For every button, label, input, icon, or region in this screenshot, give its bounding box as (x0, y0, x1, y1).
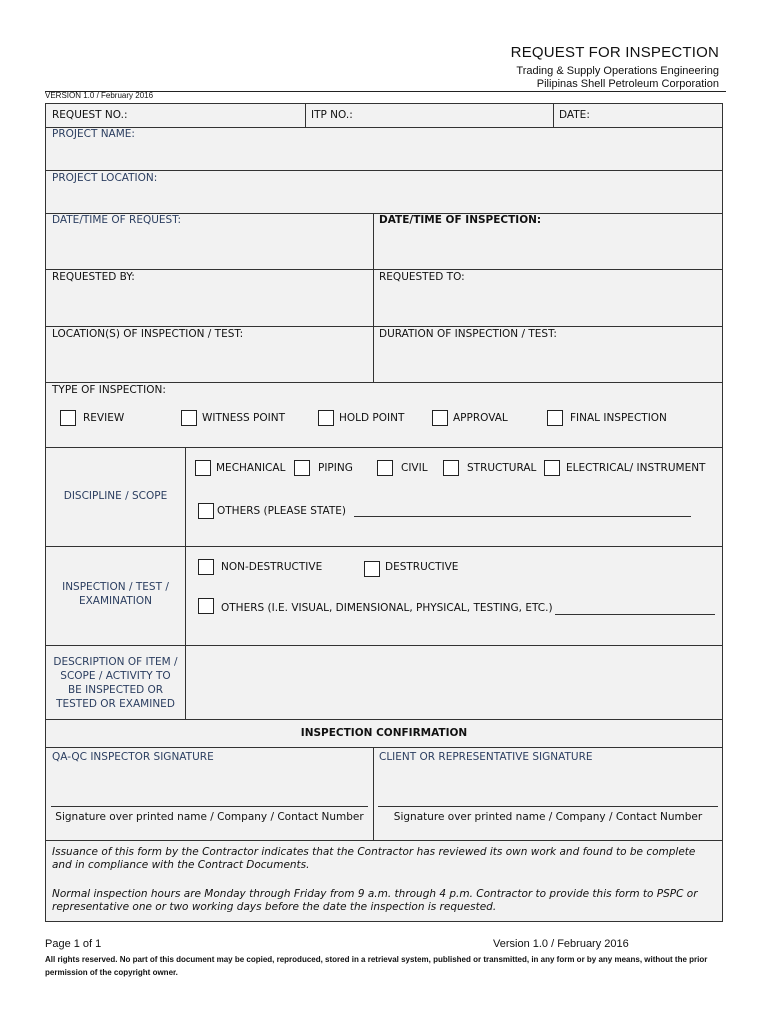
others-inspection-checkbox[interactable] (198, 598, 214, 614)
civil-label: CIVIL (401, 462, 428, 474)
header-divider (45, 91, 726, 92)
destructive-checkbox[interactable] (364, 561, 380, 577)
note-hours: Normal inspection hours are Monday through Friday from 9 a.m. through 4 p.m. Contractor to provide this form to PSPC or representative one or two working days before the date the inspection is requested. (52, 888, 698, 913)
divider (46, 645, 722, 646)
divider (46, 170, 722, 171)
footer-version: Version 1.0 / February 2016 (493, 938, 629, 950)
others-inspection-label: OTHERS (I.E. VISUAL, DIMENSIONAL, PHYSICAL, TESTING, ETC.) (221, 602, 553, 614)
hold-point-checkbox[interactable] (318, 410, 334, 426)
divider (553, 104, 554, 127)
description-label-line1: DESCRIPTION OF ITEM / (53, 656, 178, 668)
locations-field[interactable]: LOCATION(S) OF INSPECTION / TEST: (52, 328, 244, 340)
date-field[interactable]: DATE: (559, 109, 590, 121)
divider (373, 747, 374, 840)
inspection-test-label (46, 580, 185, 608)
divider (46, 840, 722, 841)
divider (305, 104, 306, 127)
non-destructive-label: NON-DESTRUCTIVE (221, 561, 323, 573)
divider (373, 213, 374, 382)
electrical-instrument-label: ELECTRICAL/ INSTRUMENT (566, 462, 706, 474)
mechanical-checkbox[interactable] (195, 460, 211, 476)
final-inspection-label: FINAL INSPECTION (570, 412, 667, 424)
divider (46, 326, 722, 327)
divider (46, 127, 722, 128)
mechanical-label: MECHANICAL (216, 462, 286, 474)
requested-by-field[interactable]: REQUESTED BY: (52, 271, 135, 283)
others-discipline-input[interactable] (354, 516, 691, 517)
review-label: REVIEW (83, 412, 125, 424)
description-label-line3: BE INSPECTED OR (67, 684, 164, 696)
project-location-field[interactable]: PROJECT LOCATION: (52, 172, 158, 184)
form-title: REQUEST FOR INSPECTION (510, 44, 719, 61)
request-no-field[interactable]: REQUEST NO.: (52, 109, 128, 121)
hold-point-label: HOLD POINT (339, 412, 405, 424)
qa-signature-label: QA-QC INSPECTOR SIGNATURE (52, 751, 214, 763)
others-inspection-input[interactable] (555, 614, 715, 615)
approval-label: APPROVAL (453, 412, 508, 424)
department-name: Trading & Supply Operations Engineering (516, 65, 719, 77)
final-inspection-checkbox[interactable] (547, 410, 563, 426)
qa-signature-line[interactable] (51, 806, 368, 807)
witness-point-label: WITNESS POINT (202, 412, 286, 424)
others-discipline-label: OTHERS (PLEASE STATE) (217, 505, 347, 517)
structural-checkbox[interactable] (443, 460, 459, 476)
civil-checkbox[interactable] (377, 460, 393, 476)
inspection-test-label-line2: EXAMINATION (78, 595, 153, 607)
company-name: Pilipinas Shell Petroleum Corporation (536, 78, 719, 90)
type-of-inspection-label: TYPE OF INSPECTION: (52, 384, 166, 396)
divider (46, 382, 722, 383)
others-discipline-checkbox[interactable] (198, 503, 214, 519)
divider (46, 747, 722, 748)
divider (46, 719, 722, 720)
confirmation-title: INSPECTION CONFIRMATION (300, 727, 468, 739)
page-number: Page 1 of 1 (45, 938, 102, 950)
witness-point-checkbox[interactable] (181, 410, 197, 426)
qa-signature-caption: Signature over printed name / Company / Contact Number (55, 811, 364, 823)
requested-to-field[interactable]: REQUESTED TO: (379, 271, 465, 283)
date-time-request-field[interactable]: DATE/TIME OF REQUEST: (52, 214, 182, 226)
review-checkbox[interactable] (60, 410, 76, 426)
non-destructive-checkbox[interactable] (198, 559, 214, 575)
piping-checkbox[interactable] (294, 460, 310, 476)
description-label-line2: SCOPE / ACTIVITY TO (60, 670, 171, 682)
client-signature-caption: Signature over printed name / Company / Contact Number (393, 811, 703, 823)
piping-label: PIPING (318, 462, 353, 474)
copyright-notice: All rights reserved. No part of this document may be copied, reproduced, stored in a retrieval system, published or transmitted, in any form or by any means, without the prior permission of the copyright owner. (45, 955, 708, 977)
electrical-instrument-checkbox[interactable] (544, 460, 560, 476)
destructive-label: DESTRUCTIVE (385, 561, 459, 573)
client-signature-line[interactable] (378, 806, 718, 807)
approval-checkbox[interactable] (432, 410, 448, 426)
version-label: VERSION 1.0 / February 2016 (45, 91, 154, 100)
inspection-test-label-line1: INSPECTION / TEST / (62, 581, 169, 593)
divider (46, 546, 722, 547)
itp-no-field[interactable]: ITP NO.: (311, 109, 353, 121)
discipline-label: DISCIPLINE / SCOPE (63, 490, 168, 502)
date-time-inspection-field[interactable]: DATE/TIME OF INSPECTION: (379, 214, 542, 226)
client-signature-label: CLIENT OR REPRESENTATIVE SIGNATURE (379, 751, 593, 763)
divider (185, 447, 186, 719)
divider (46, 447, 722, 448)
description-label (46, 655, 185, 711)
duration-field[interactable]: DURATION OF INSPECTION / TEST: (379, 328, 557, 340)
description-label-line4: TESTED OR EXAMINED (56, 698, 175, 710)
note-issuance: Issuance of this form by the Contractor indicates that the Contractor has reviewed its own work and found to be complete and in compliance with the Contract Documents. (52, 846, 696, 871)
divider (46, 269, 722, 270)
structural-label: STRUCTURAL (467, 462, 537, 474)
inspection-form (45, 103, 723, 922)
project-name-field[interactable]: PROJECT NAME: (52, 128, 135, 140)
